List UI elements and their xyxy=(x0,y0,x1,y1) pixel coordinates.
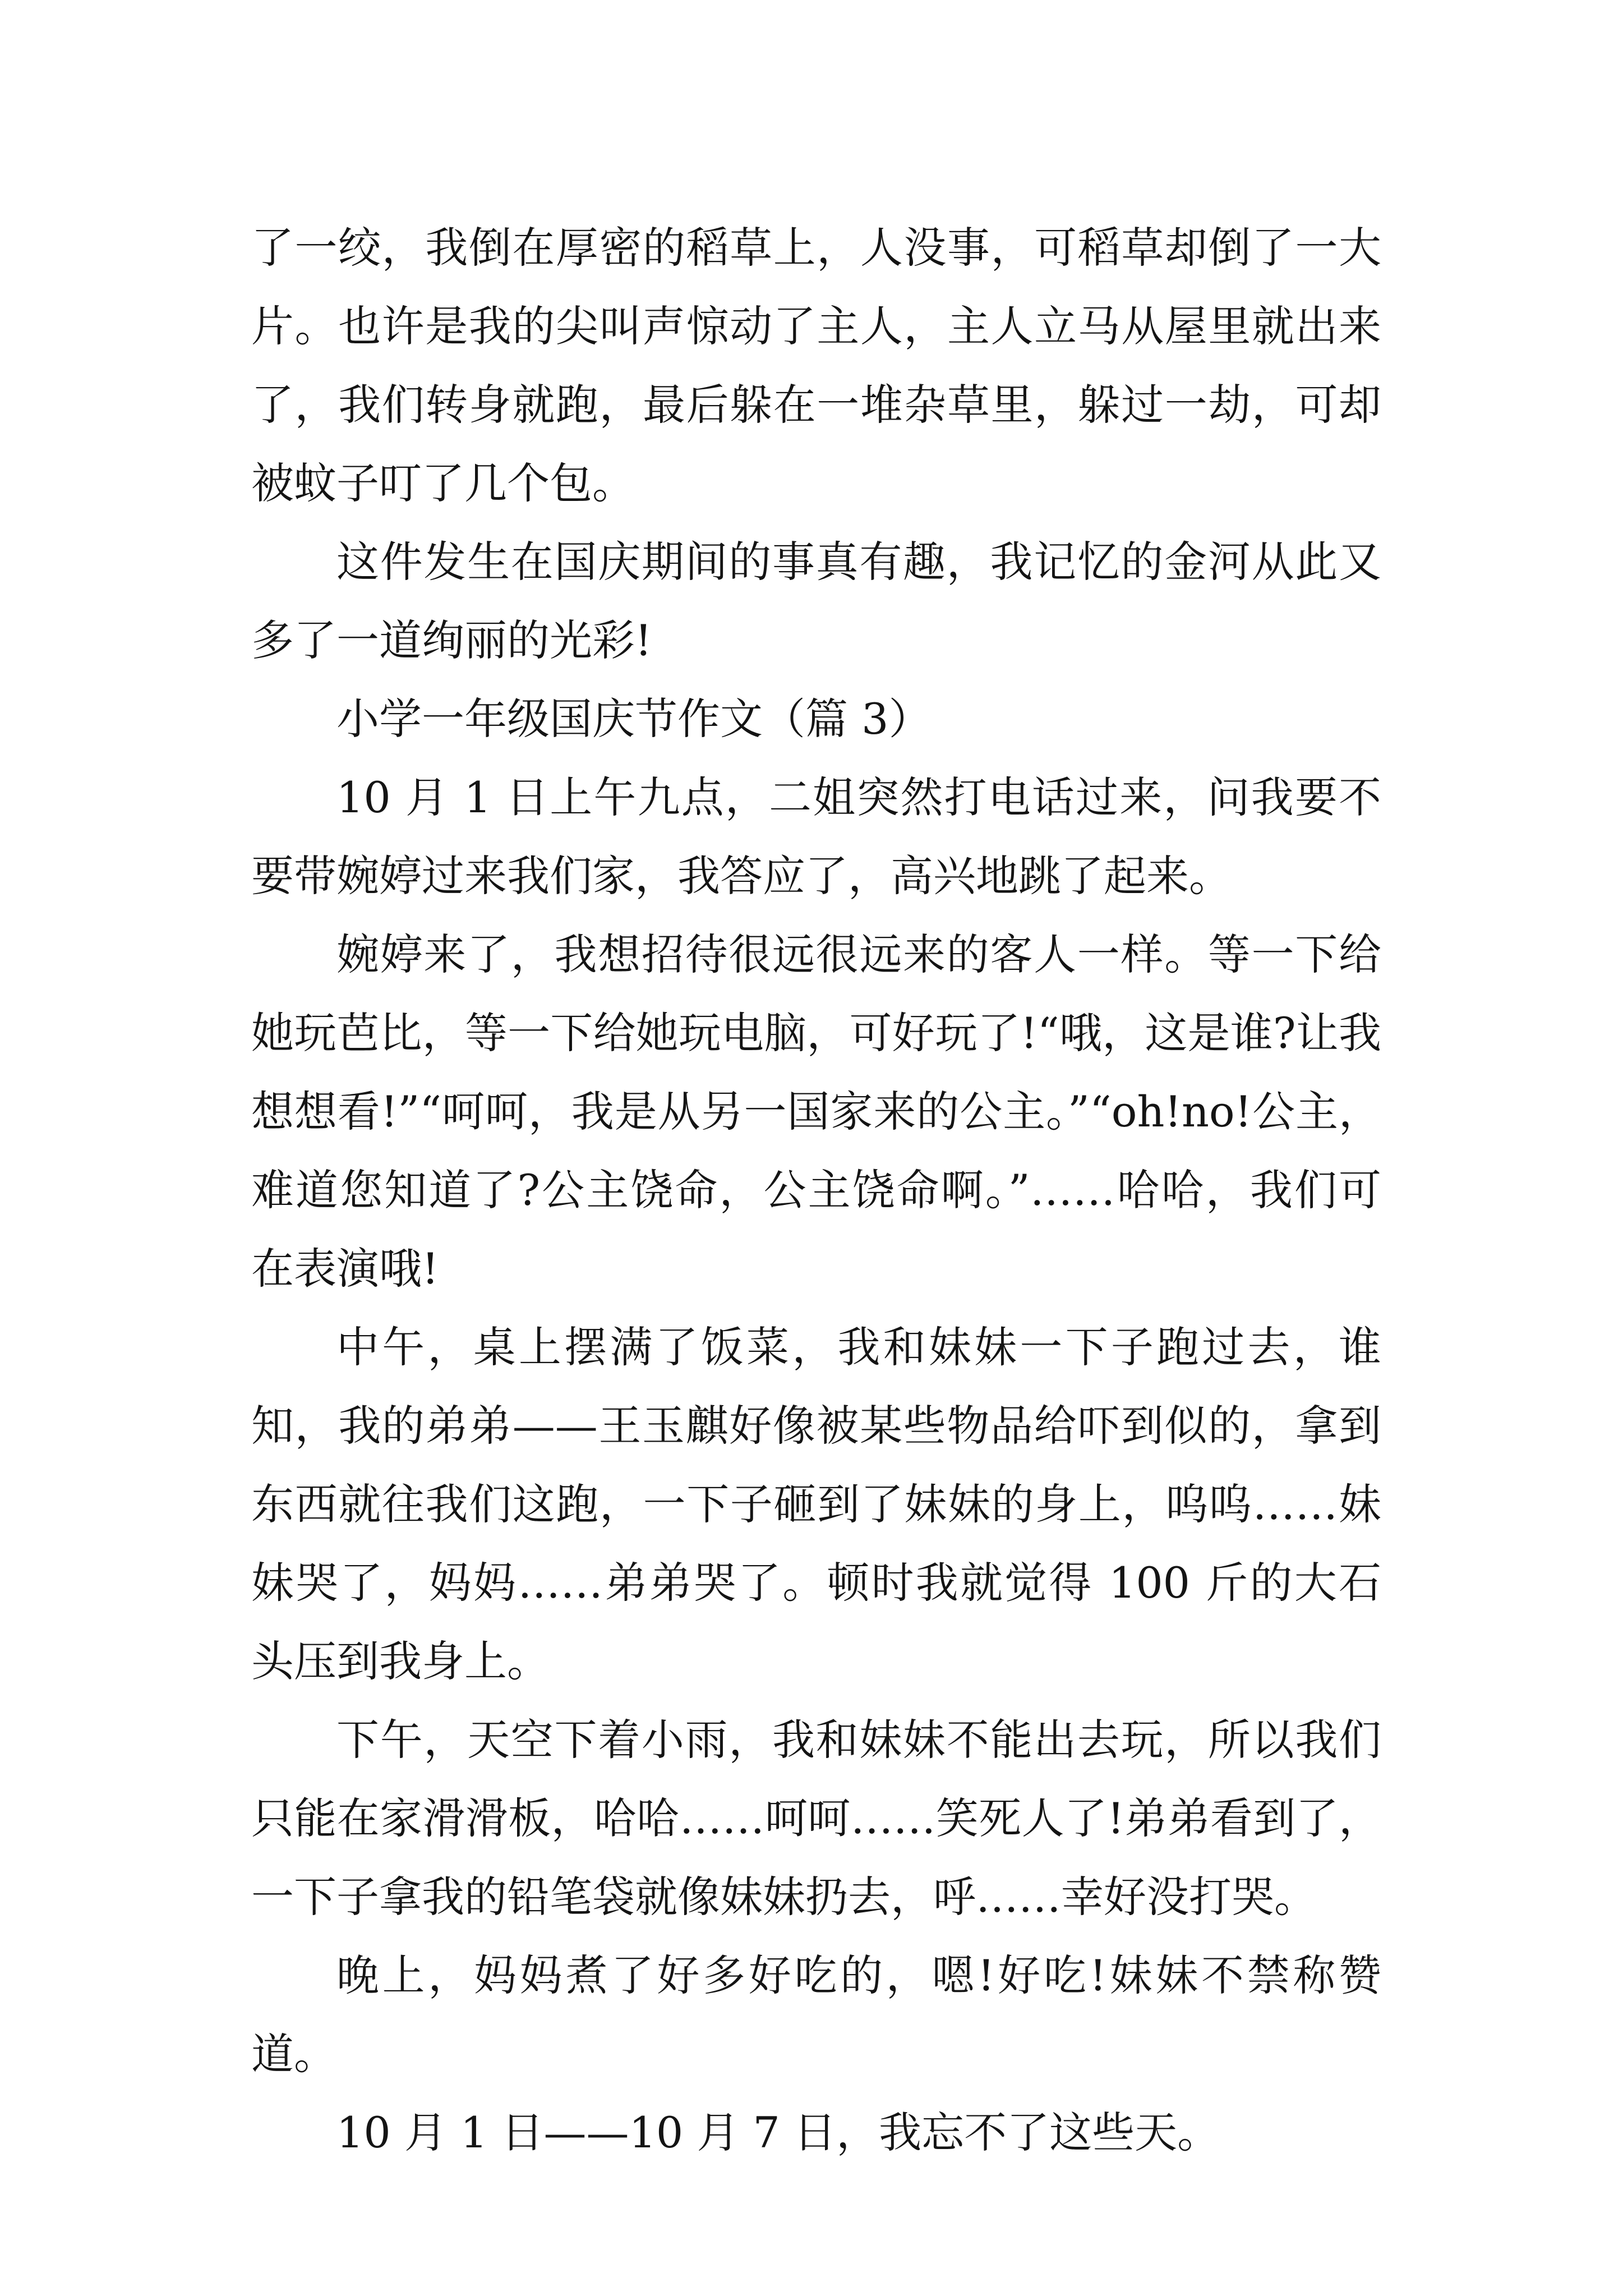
paragraph-afternoon: 下午，天空下着小雨，我和妹妹不能出去玩，所以我们只能在家滑滑板，哈哈……呵呵……笑死人了!弟弟看到了，一下子拿我的铅笔袋就像妹妹扔去，呼……幸好没打哭。 xyxy=(251,1715,1381,1922)
paragraph-intro: 10 月 1 日上午九点，二姐突然打电话过来，问我要不要带婉婷过来我们家，我答应了，高兴地跳了起来。 xyxy=(251,772,1381,901)
paragraph-play: 婉婷来了，我想招待很远很远来的客人一样。等一下给她玩芭比，等一下给她玩电脑，可好玩了!“哦，这是谁?让我想想看!”“呵呵，我是从另一国家来的公主。”“oh!no!公主，难道您知道了?公主饶命，公主饶命啊。”……哈哈，我们可在表演哦! xyxy=(251,930,1381,1294)
paragraph-conclusion: 这件发生在国庆期间的事真有趣，我记忆的金河从此又多了一道绚丽的光彩! xyxy=(251,537,1381,665)
essay-body xyxy=(251,209,1381,2172)
paragraph-continuation: 了一绞，我倒在厚密的稻草上，人没事，可稻草却倒了一大片。也许是我的尖叫声惊动了主人，主人立马从屋里就出来了，我们转身就跑，最后躲在一堆杂草里，躲过一劫，可却被蚊子叮了几个包。 xyxy=(251,223,1381,508)
paragraph-noon: 中午，桌上摆满了饭菜，我和妹妹一下子跑过去，谁知，我的弟弟——王玉麒好像被某些物品给吓到似的，拿到东西就往我们这跑，一下子砸到了妹妹的身上，呜呜……妹妹哭了，妈妈……弟弟哭了。顿时我就觉得 100 斤的大石头压到我身上。 xyxy=(251,1322,1381,1686)
essay-title: 小学一年级国庆节作文（篇 3） xyxy=(336,694,932,744)
paragraph-closing: 10 月 1 日——10 月 7 日，我忘不了这些天。 xyxy=(336,2108,1220,2157)
paragraph-evening: 晚上，妈妈煮了好多好吃的，嗯!好吃!妹妹不禁称赞道。 xyxy=(251,1950,1381,2079)
